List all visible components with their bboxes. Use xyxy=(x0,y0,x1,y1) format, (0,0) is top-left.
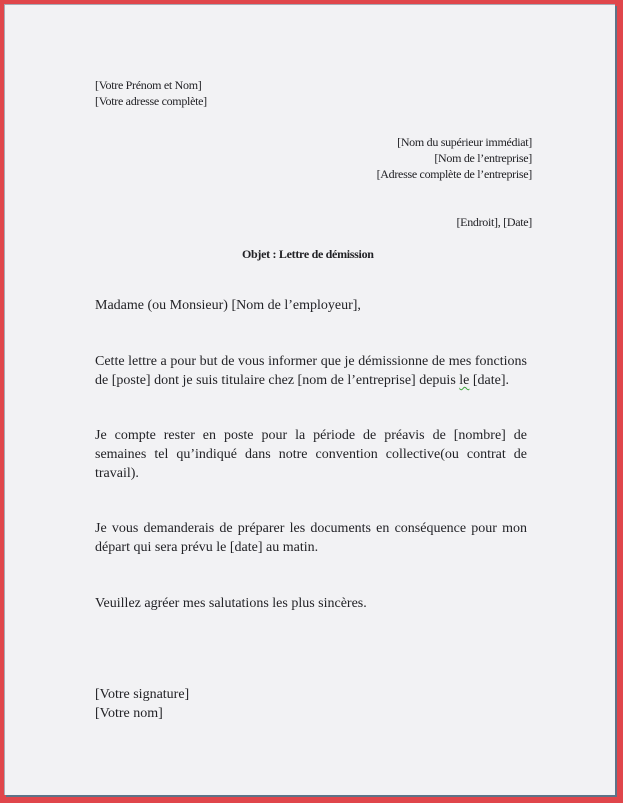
paragraph-line-tail: [date]. xyxy=(469,373,510,388)
sender-address: [Votre adresse complète] xyxy=(95,94,207,108)
signature-name: [Votre nom] xyxy=(95,706,163,721)
closing-formula: Veuillez agréer mes salutations les plus sincères. xyxy=(95,596,367,611)
paragraph-line: travail). xyxy=(95,466,139,481)
paragraph-line: semaines tel qu’indiqué dans notre convention collective(ou contrat de xyxy=(95,447,527,462)
paragraph-documents xyxy=(95,519,527,557)
paragraph-line: départ qui sera prévu le [date] au matin. xyxy=(95,540,319,555)
recipient-superior: [Nom du supérieur immédiat] xyxy=(397,135,532,149)
paragraph-line-text: de [poste] dont je suis titulaire chez [nom de l’entreprise] depuis xyxy=(95,373,460,388)
paragraph-intent xyxy=(95,352,527,390)
letter-page xyxy=(4,4,615,795)
spellcheck-flagged-word[interactable]: le xyxy=(459,373,470,388)
recipient-company-address: [Adresse complète de l’entreprise] xyxy=(376,167,532,181)
paragraph-line xyxy=(95,371,527,390)
salutation: Madame (ou Monsieur) [Nom de l’employeur], xyxy=(95,298,361,313)
paragraph-line: Je vous demanderais de préparer les documents en conséquence pour mon xyxy=(95,521,527,536)
paragraph-notice xyxy=(95,426,527,483)
sender-name: [Votre Prénom et Nom] xyxy=(95,78,202,92)
paragraph-line: Cette lettre a pour but de vous informer que je démissionne de mes fonctions xyxy=(95,354,527,369)
signature-placeholder: [Votre signature] xyxy=(95,687,190,702)
subject-line: Objet : Lettre de démission xyxy=(242,247,374,261)
recipient-company: [Nom de l’entreprise] xyxy=(434,151,532,165)
paragraph-line: Je compte rester en poste pour la période de préavis de [nombre] de xyxy=(95,428,527,443)
place-date: [Endroit], [Date] xyxy=(456,215,532,229)
